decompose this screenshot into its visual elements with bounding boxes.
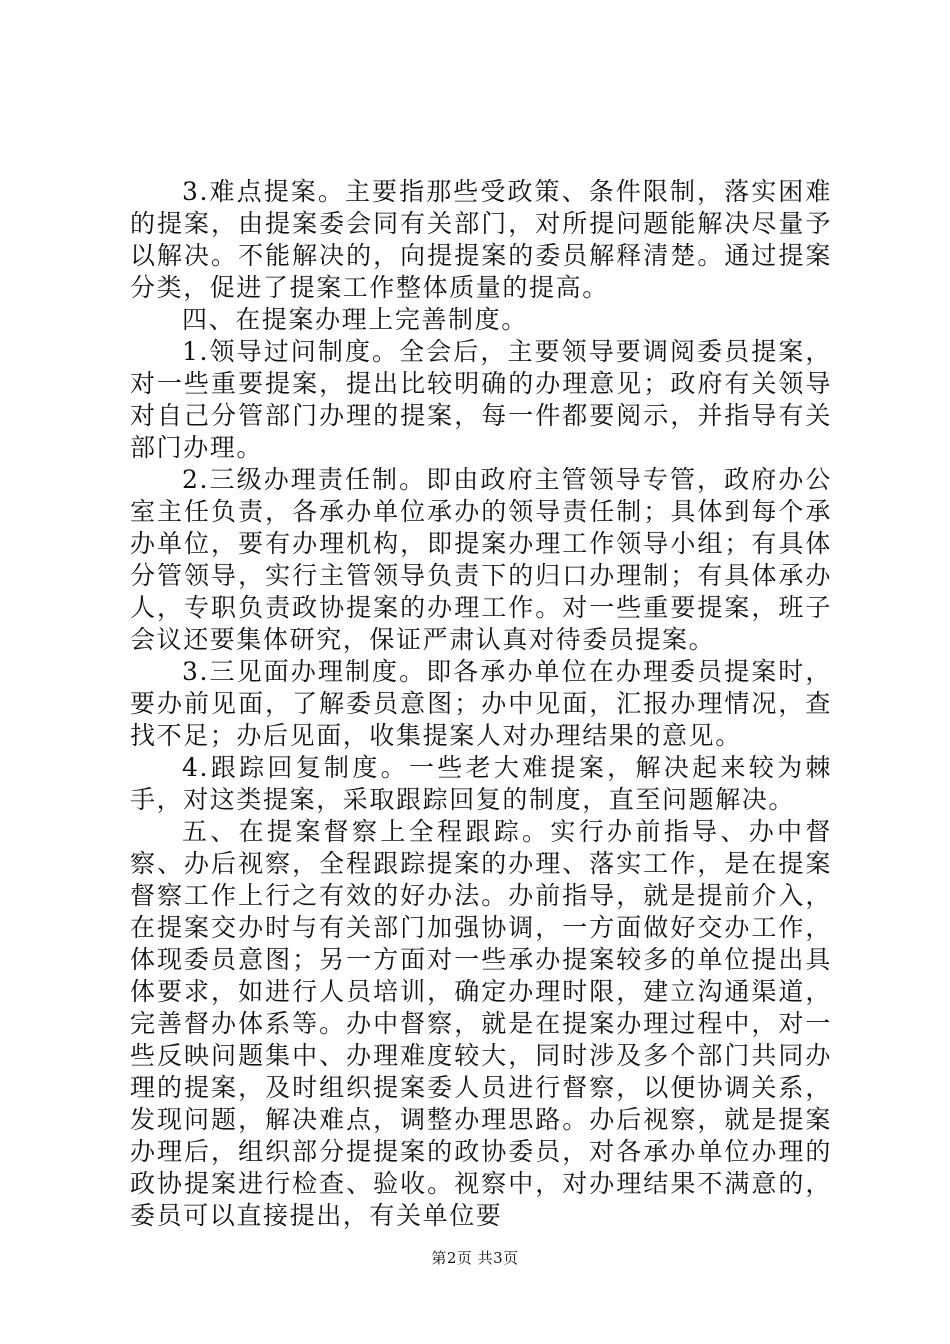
page-number-footer: 第2页 共3页 <box>431 1249 519 1267</box>
paragraph-heading-five: 五、在提案督察上全程跟踪。实行办前指导、办中督察、办后视察，全程跟踪提案的办理、落实工作，是在提案督察工作上行之有效的好办法。办前指导，就是提前介入，在提案交办时与有关部门加强协调，一方面做好交办工作，体现委员意图；另一方面对一些承办提案较多的单位提出具体要求，如进行人员培训，确定办理时限，建立沟通渠道，完善督办体系等。办中督察，就是在提案办理过程中，对一些反映问题集中、办理难度较大，同时涉及多个部门共同办理的提案，及时组织提案委人员进行督察，以便协调关系，发现问题，解决难点，调整办理思路。办后视察，就是提案办理后，组织部分提提案的政协委员，对各承办单位办理的政协提案进行检查、验收。视察中，对办理结果不满意的，委员可以直接提出，有关单位要 <box>130 817 832 1230</box>
paragraph-three-meetings: 3.三见面办理制度。即各承办单位在办理委员提案时，要办前见面，了解委员意图；办中见面，汇报办理情况，查找不足；办后见面，收集提案人对办理结果的意见。 <box>130 657 832 750</box>
paragraph-tracking-reply: 4.跟踪回复制度。一些老大难提案，解决起来较为棘手，对这类提案，采取跟踪回复的制度，直至问题解决。 <box>130 753 832 814</box>
paragraph-difficult-proposals: 3.难点提案。主要指那些受政策、条件限制，落实困难的提案，由提案委会同有关部门，对所提问题能解决尽量予以解决。不能解决的，向提提案的委员解释清楚。通过提案分类，促进了提案工作整体质量的提高。 <box>130 177 832 302</box>
paragraph-leader-inquiry: 1.领导过问制度。全会后，主要领导要调阅委员提案，对一些重要提案，提出比较明确的办理意见；政府有关领导对自己分管部门办理的提案，每一件都要阅示，并指导有关部门办理。 <box>130 337 832 462</box>
paragraph-three-level-responsibility: 2.三级办理责任制。即由政府主管领导专管，政府办公室主任负责，各承办单位承办的领导责任制；具体到每个承办单位，要有办理机构，即提案办理工作领导小组；有具体分管领导，实行主管领导负责下的归口办理制；有具体承办人，专职负责政协提案的办理工作。对一些重要提案，班子会议还要集体研究，保证严肃认真对待委员提案。 <box>130 465 832 654</box>
document-body <box>130 176 832 1232</box>
paragraph-heading-four: 四、在提案办理上完善制度。 <box>182 305 528 334</box>
